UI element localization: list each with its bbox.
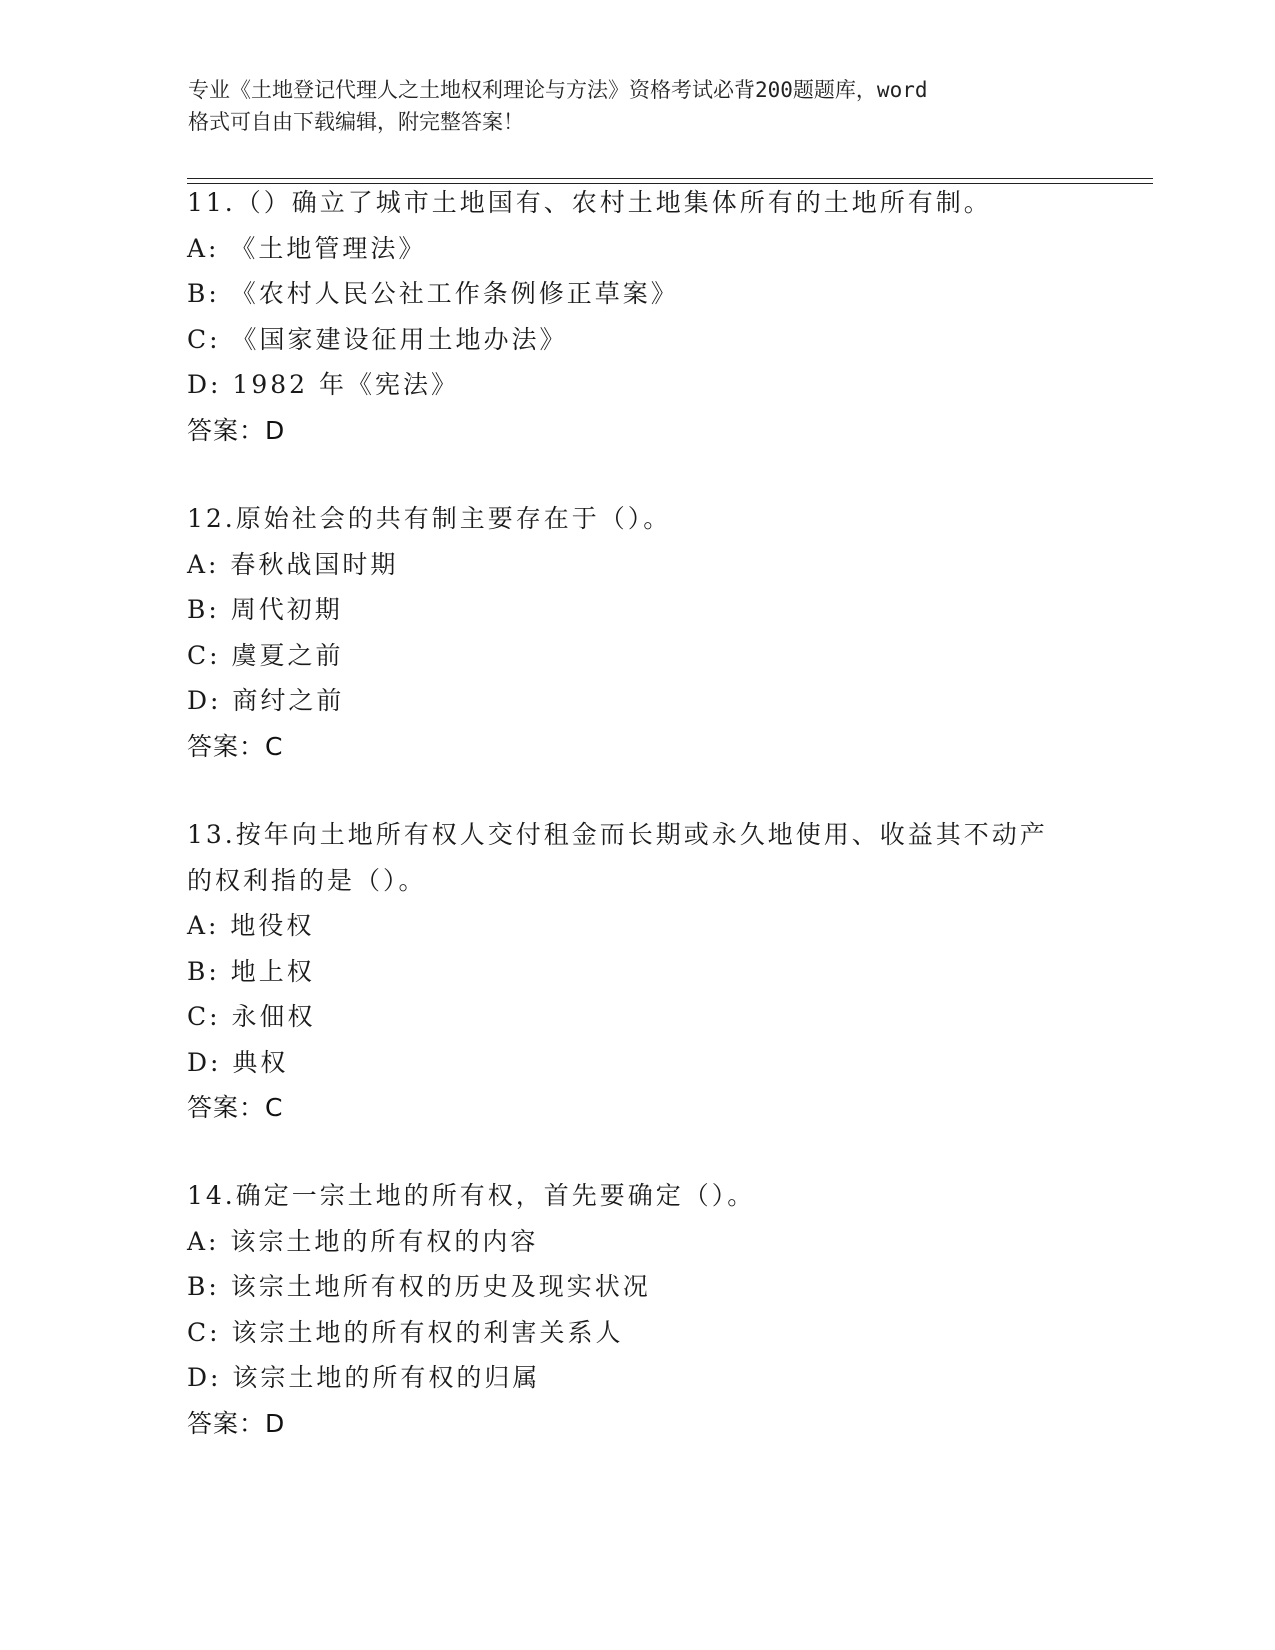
question-stem-continued: 的权利指的是（）。 bbox=[187, 865, 427, 895]
option-a: A: 该宗土地的所有权的内容 bbox=[187, 1226, 539, 1256]
option-c: C: 《国家建设征用土地办法》 bbox=[187, 324, 568, 354]
option-b: B: 《农村人民公社工作条例修正草案》 bbox=[187, 279, 679, 308]
option-a: A: 地役权 bbox=[187, 911, 315, 940]
option-a: A: 春秋战国时期 bbox=[187, 549, 399, 579]
header-line-1: 专业《土地登记代理人之土地权利理论与方法》资格考试必背200题题库，word bbox=[188, 78, 928, 102]
question-stem: 13.按年向土地所有权人交付租金而长期或永久地使用、收益其不动产 bbox=[187, 820, 1048, 849]
question-stem: 12.原始社会的共有制主要存在于（）。 bbox=[187, 504, 672, 533]
question-block bbox=[187, 812, 1087, 1131]
question-stem: 14.确定一宗土地的所有权，首先要确定（）。 bbox=[187, 1181, 756, 1210]
option-b: B: 周代初期 bbox=[187, 595, 343, 624]
option-d: D: 该宗土地的所有权的归属 bbox=[187, 1363, 541, 1392]
answer-line: 答案：C bbox=[187, 1093, 284, 1122]
question-block bbox=[187, 180, 1087, 453]
question-block bbox=[187, 496, 1087, 769]
question-stem: 11.（）确立了城市土地国有、农村土地集体所有的土地所有制。 bbox=[187, 188, 992, 217]
answer-line: 答案：D bbox=[187, 415, 286, 445]
option-b: B: 地上权 bbox=[187, 956, 315, 986]
option-a: A: 《土地管理法》 bbox=[187, 233, 427, 263]
option-c: C: 该宗土地的所有权的利害关系人 bbox=[187, 1317, 624, 1347]
option-b: B: 该宗土地所有权的历史及现实状况 bbox=[187, 1272, 651, 1301]
answer-line: 答案：C bbox=[187, 731, 284, 761]
option-c: C: 虞夏之前 bbox=[187, 640, 344, 670]
option-d: D: 典权 bbox=[187, 1047, 289, 1077]
question-block bbox=[187, 1173, 1087, 1446]
header-line-2: 格式可自由下载编辑，附完整答案！ bbox=[188, 110, 524, 134]
option-d: D: 1982 年《宪法》 bbox=[187, 370, 459, 399]
document-header bbox=[188, 74, 1068, 138]
option-c: C: 永佃权 bbox=[187, 1002, 316, 1031]
option-d: D: 商纣之前 bbox=[187, 686, 345, 715]
answer-line: 答案：D bbox=[187, 1408, 286, 1438]
